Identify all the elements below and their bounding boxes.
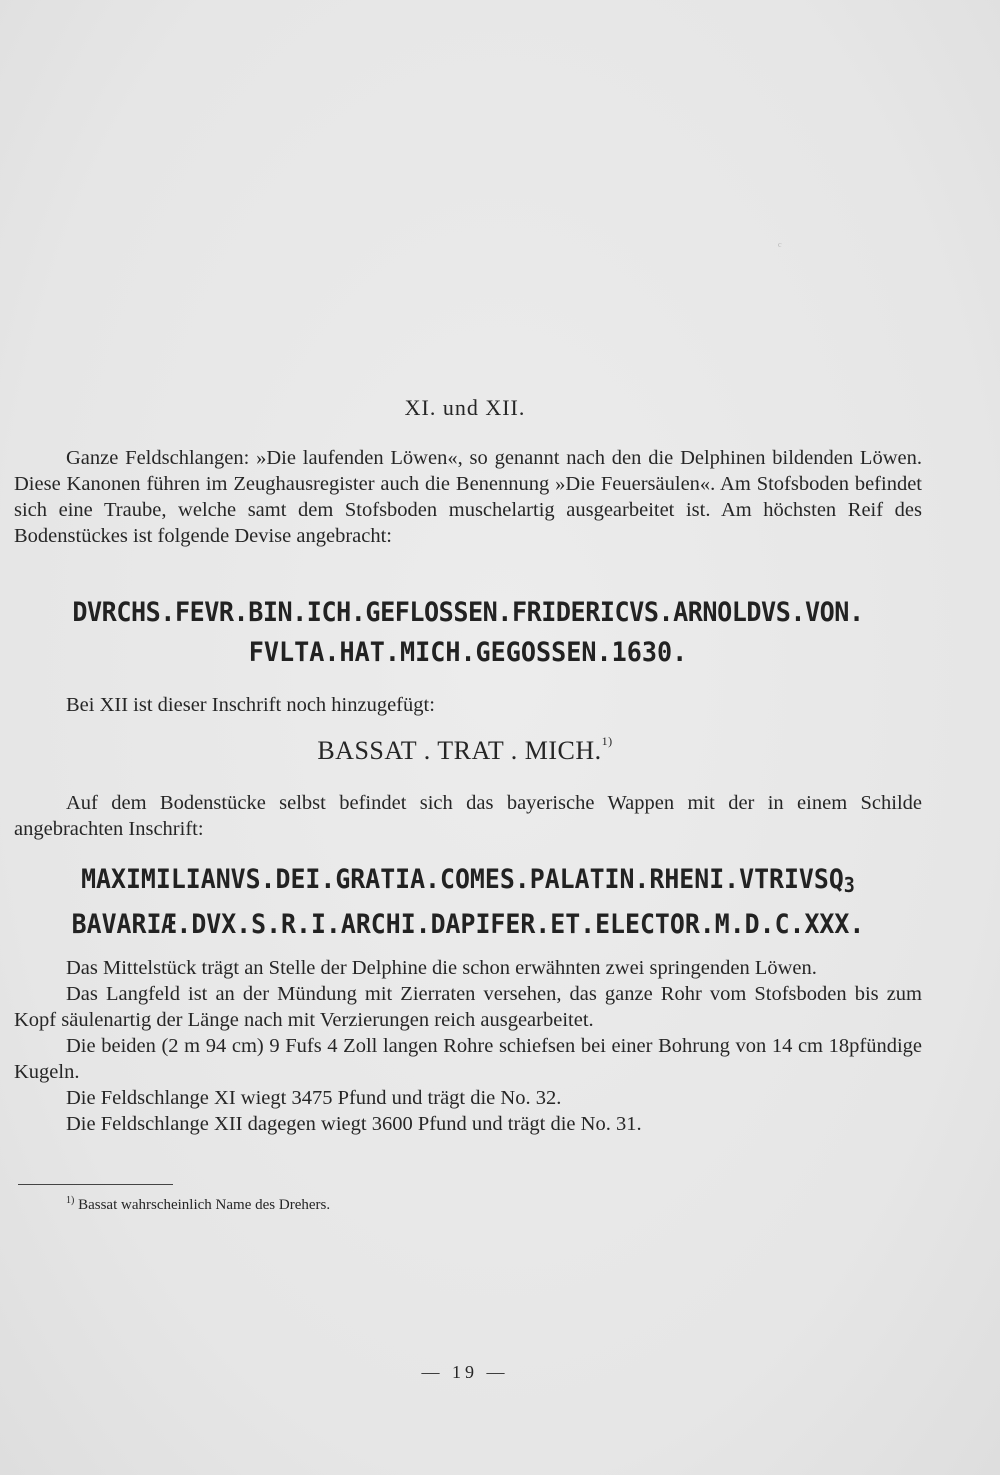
paragraph-details xyxy=(14,955,922,1137)
paragraph-details-1 xyxy=(14,955,922,981)
footnote-reference: 1) xyxy=(601,734,613,748)
inscription-devise xyxy=(46,593,890,673)
inscription-maximilian-line2: BAVARIÆ.DVX.S.R.I.ARCHI.DAPIFER.ET.ELECTOR.M.D.C.XXX. xyxy=(71,909,865,940)
paragraph-details-4 xyxy=(14,1085,922,1111)
inscription-bassat-text: BASSAT . TRAT . MICH. xyxy=(317,736,602,765)
paragraph-details-2 xyxy=(14,981,922,1033)
paragraph-wappen xyxy=(14,790,922,842)
page-number: — 19 — xyxy=(421,1362,509,1382)
paragraph-details-5 xyxy=(14,1111,922,1137)
paragraph-details-1-text: Das Mittelstück trägt an Stelle der Delphine die schon erwähnten zwei springenden Löwen. xyxy=(66,957,817,979)
paragraph-details-2-text: Das Langfeld ist an der Mündung mit Zierraten versehen, das ganze Rohr vom Stofsboden bis zum Kopf säulenartig der Länge nach mit Verzierungen reich ausgearbeitet. xyxy=(14,983,922,1031)
paragraph-intro xyxy=(14,445,922,549)
paragraph-details-3 xyxy=(14,1033,922,1085)
footnote-mark: 1) xyxy=(66,1195,75,1206)
inscription-maximilian-line1 xyxy=(50,860,885,905)
section-heading: XI. und XII. xyxy=(404,395,526,420)
paragraph-wappen-text: Auf dem Bodenstücke selbst befindet sich das bayerische Wappen mit der in einem Schilde angebrachten Inschrift: xyxy=(14,792,922,840)
paragraph-addition: Bei XII ist dieser Inschrift noch hinzugefügt: xyxy=(66,694,435,716)
footnote-divider xyxy=(18,1184,173,1185)
footnote-text: Bassat wahrscheinlich Name des Drehers. xyxy=(78,1197,331,1213)
paragraph-details-4-text: Die Feldschlange XI wiegt 3475 Pfund und trägt die No. 32. xyxy=(66,1087,562,1109)
inscription-maximilian-line1-text: MAXIMILIANVS.DEI.GRATIA.COMES.PALATIN.RHENI.VTRIVSQ xyxy=(81,864,844,895)
inscription-bassat xyxy=(0,734,930,766)
footnote xyxy=(66,1195,330,1214)
inscription-maximilian-subscript: 3 xyxy=(843,873,855,897)
paragraph-intro-text: Ganze Feldschlangen: »Die laufenden Löwen«, so genannt nach den die Delphinen bildenden Löwen. Diese Kanonen führen im Zeughausregister auch die Benennung »Die Feuersäulen«. Am Stofsboden befindet sich eine Traube, welche samt dem Stofsboden muschelartig ausgearbeitet ist. Am höchsten Reif des Bodenstückes ist folgende Devise angebracht: xyxy=(14,447,922,547)
paragraph-details-3-text: Die beiden (2 m 94 cm) 9 Fufs 4 Zoll langen Rohre schiefsen bei einer Bohrung von 14 cm 18pfündige Kugeln. xyxy=(14,1035,922,1083)
inscription-devise-line2: FVLTA.HAT.MICH.GEGOSSEN.1630. xyxy=(248,637,688,668)
paragraph-details-5-text: Die Feldschlange XII dagegen wiegt 3600 Pfund und trägt die No. 31. xyxy=(66,1113,642,1135)
page-speck: ᶜ xyxy=(778,240,782,255)
inscription-maximilian xyxy=(50,860,885,945)
inscription-devise-line1: DVRCHS.FEVR.BIN.ICH.GEFLOSSEN.FRIDERICVS.ARNOLDVS.VON. xyxy=(72,597,864,628)
